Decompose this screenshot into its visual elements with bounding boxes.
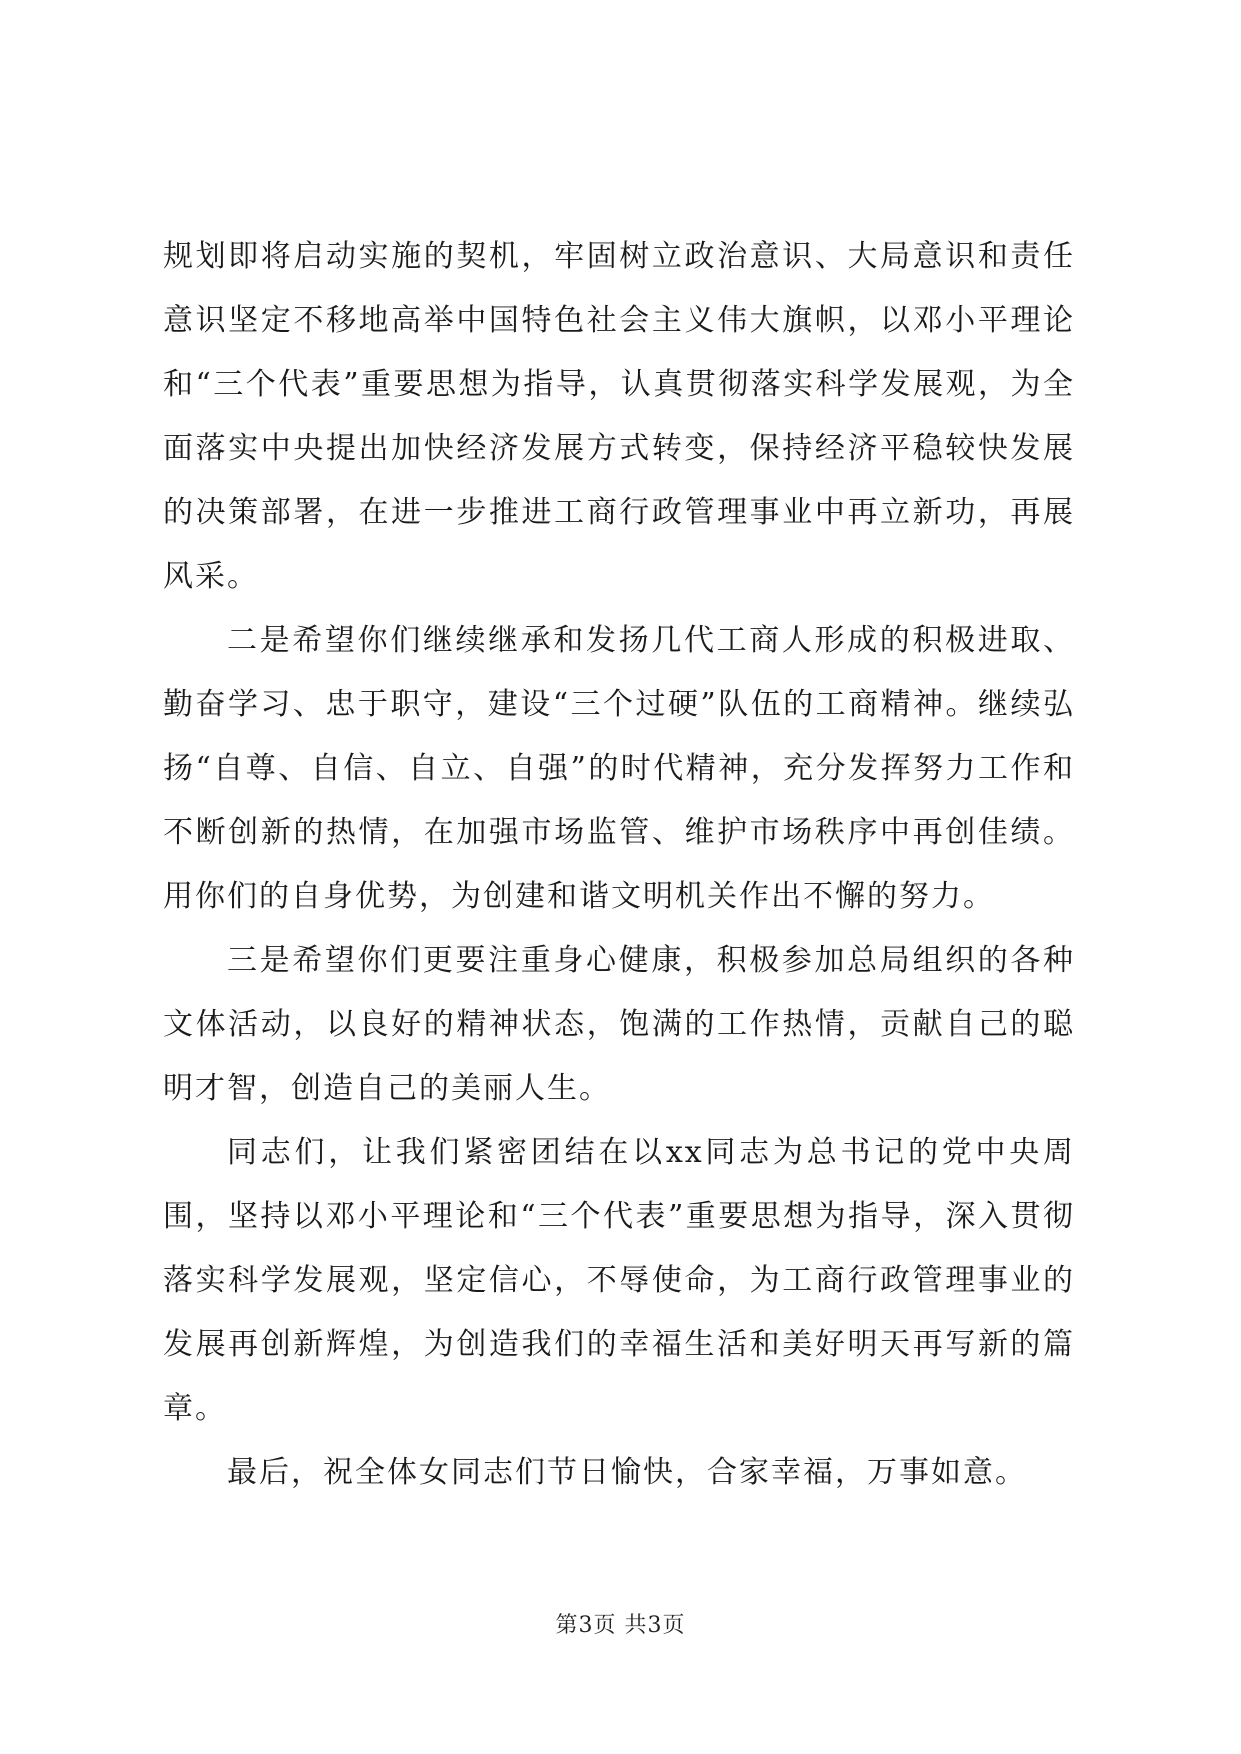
page-number-footer: 第3页 共3页 [555, 1613, 686, 1638]
paragraph-5: 最后，祝全体女同志们节日愉快，合家幸福，万事如意。 [227, 1455, 1027, 1490]
document-body [163, 225, 1075, 1505]
paragraph-2: 二是希望你们继续继承和发扬几代工商人形成的积极进取、勤奋学习、忠于职守，建设“三个过硬”队伍的工商精神。继续弘扬“自尊、自信、自立、自强”的时代精神，充分发挥努力工作和不断创新的热情，在加强市场监管、维护市场秩序中再创佳绩。用你们的自身优势，为创建和谐文明机关作出不懈的努力。 [163, 623, 1075, 914]
paragraph-4: 同志们，让我们紧密团结在以xx同志为总书记的党中央周围，坚持以邓小平理论和“三个代表”重要思想为指导，深入贯彻落实科学发展观，坚定信心，不辱使命，为工商行政管理事业的发展再创新辉煌，为创造我们的幸福生活和美好明天再写新的篇章。 [163, 1135, 1075, 1426]
paragraph-3: 三是希望你们更要注重身心健康，积极参加总局组织的各种文体活动，以良好的精神状态，饱满的工作热情，贡献自己的聪明才智，创造自己的美丽人生。 [163, 943, 1075, 1106]
paragraph-1: 规划即将启动实施的契机，牢固树立政治意识、大局意识和责任意识坚定不移地高举中国特色社会主义伟大旗帜，以邓小平理论和“三个代表”重要思想为指导，认真贯彻落实科学发展观，为全面落实中央提出加快经济发展方式转变，保持经济平稳较快发展的决策部署，在进一步推进工商行政管理事业中再立新功，再展风采。 [163, 239, 1075, 594]
